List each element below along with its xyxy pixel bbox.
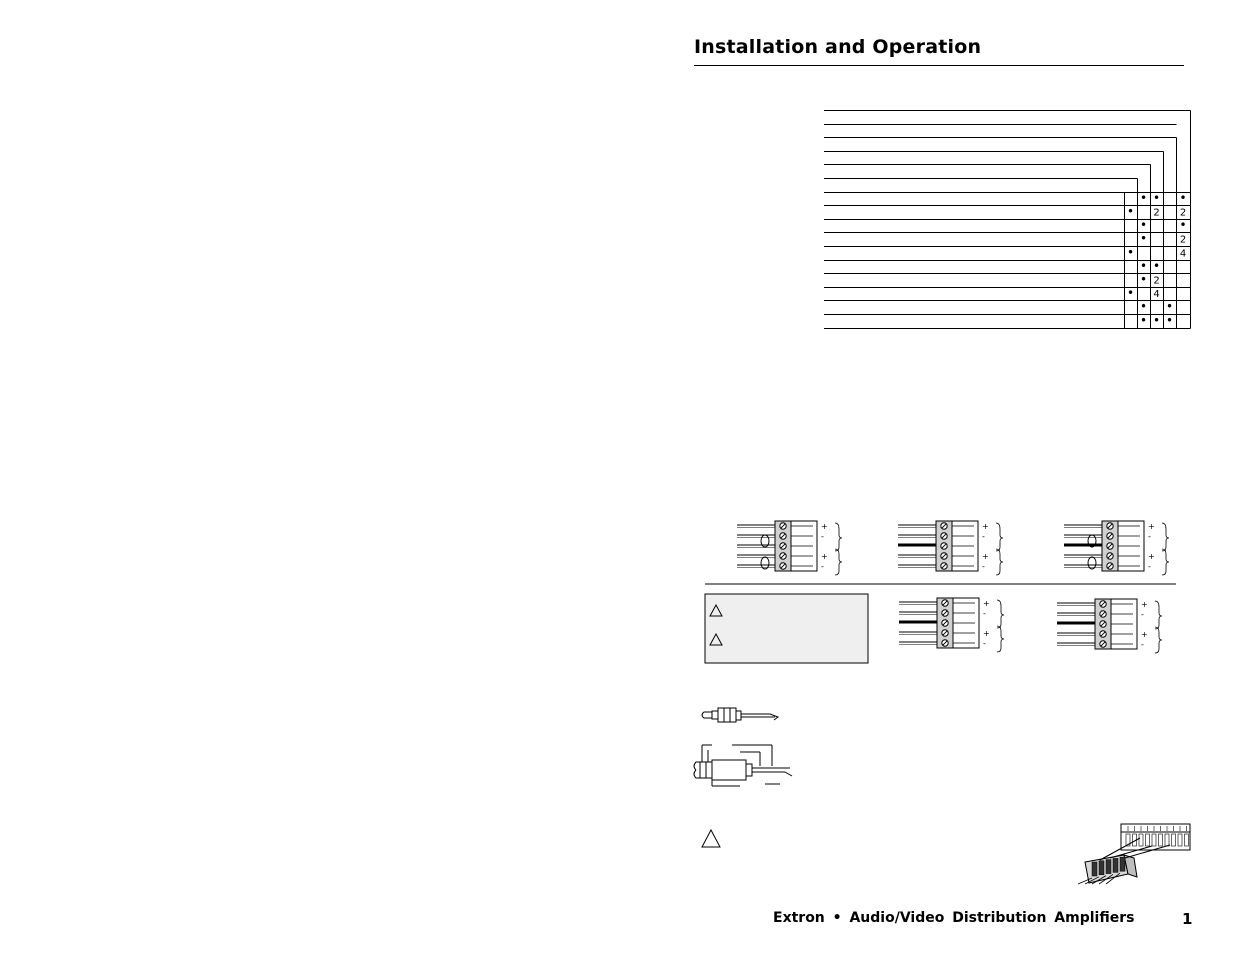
minus-mark: - — [983, 609, 986, 618]
plus-mark: + — [982, 552, 989, 561]
matrix-cell: • — [1139, 218, 1148, 233]
plus-mark: + — [983, 599, 990, 608]
connector-pin — [1172, 834, 1176, 846]
minus-mark: - — [1141, 640, 1144, 649]
page-number: 1 — [1182, 910, 1193, 928]
terminal-block — [899, 598, 1004, 652]
plus-mark: + — [1141, 630, 1148, 639]
page-title: Installation and Operation — [694, 36, 982, 58]
minus-mark: - — [821, 532, 824, 541]
matrix-cell: • — [1139, 272, 1148, 287]
matrix-cell: • — [1139, 190, 1148, 205]
plus-mark: + — [983, 629, 990, 638]
matrix-cell: 2 — [1153, 207, 1160, 219]
terminal-block — [1064, 521, 1169, 575]
connector-pin — [1159, 834, 1163, 846]
matrix-cell: • — [1152, 190, 1161, 205]
matrix-cell: • — [1126, 204, 1135, 219]
plug-slot — [1106, 860, 1111, 874]
matrix-cell: • — [1126, 245, 1135, 260]
plus-mark: + — [821, 522, 828, 531]
warning-icon — [702, 830, 720, 847]
matrix-cell: • — [1165, 299, 1174, 314]
minus-mark: - — [1148, 562, 1151, 571]
minus-mark: - — [982, 532, 985, 541]
matrix-cell: • — [1179, 218, 1187, 233]
connector-pin — [1185, 834, 1189, 846]
matrix-cell: • — [1139, 258, 1148, 273]
plus-mark: + — [982, 522, 989, 531]
minus-mark: - — [982, 562, 985, 571]
matrix-cell: • — [1139, 313, 1148, 328]
rca-plug-drawing — [702, 708, 778, 722]
matrix-cells — [1127, 191, 1187, 327]
connector-block-illustration — [1078, 824, 1190, 884]
minus-mark: - — [821, 562, 824, 571]
connector-pin — [1178, 834, 1182, 846]
plug-slot — [1099, 861, 1104, 875]
matrix-cell: • — [1152, 313, 1161, 328]
connector-pin — [1139, 834, 1143, 846]
minus-mark: - — [983, 639, 986, 648]
terminal-block — [898, 521, 1003, 575]
connector-pin — [1152, 834, 1156, 846]
footer-text: Extron • Audio/Video Distribution Amplifiers — [773, 910, 1135, 926]
plus-mark: + — [821, 552, 828, 561]
plus-mark: + — [1148, 552, 1155, 561]
matrix-cell: 4 — [1179, 248, 1187, 260]
plug-slot — [1120, 857, 1125, 871]
plus-mark: + — [1148, 522, 1155, 531]
compatibility-matrix — [824, 111, 1191, 329]
matrix-cell: • — [1126, 286, 1135, 301]
matrix-cell: • — [1139, 299, 1148, 314]
matrix-cell: 2 — [1179, 207, 1187, 219]
matrix-cell: 2 — [1179, 234, 1187, 246]
connector-pin — [1146, 834, 1150, 846]
minus-mark: - — [1148, 532, 1151, 541]
matrix-cell: • — [1139, 231, 1148, 246]
plug-slot — [1113, 858, 1118, 872]
stereo-plug-drawing — [694, 745, 792, 786]
matrix-cell: 4 — [1153, 289, 1160, 301]
terminal-block — [1057, 599, 1162, 653]
highlight-box — [705, 594, 868, 663]
plus-mark: + — [1141, 600, 1148, 609]
minus-mark: - — [1141, 610, 1144, 619]
matrix-cell: • — [1165, 313, 1174, 328]
plug-slot — [1092, 862, 1097, 876]
terminal-block — [737, 521, 842, 575]
connector-pin — [1165, 834, 1169, 846]
matrix-cell: • — [1152, 258, 1161, 273]
matrix-cell: 2 — [1153, 275, 1160, 287]
matrix-cell: • — [1179, 190, 1187, 205]
